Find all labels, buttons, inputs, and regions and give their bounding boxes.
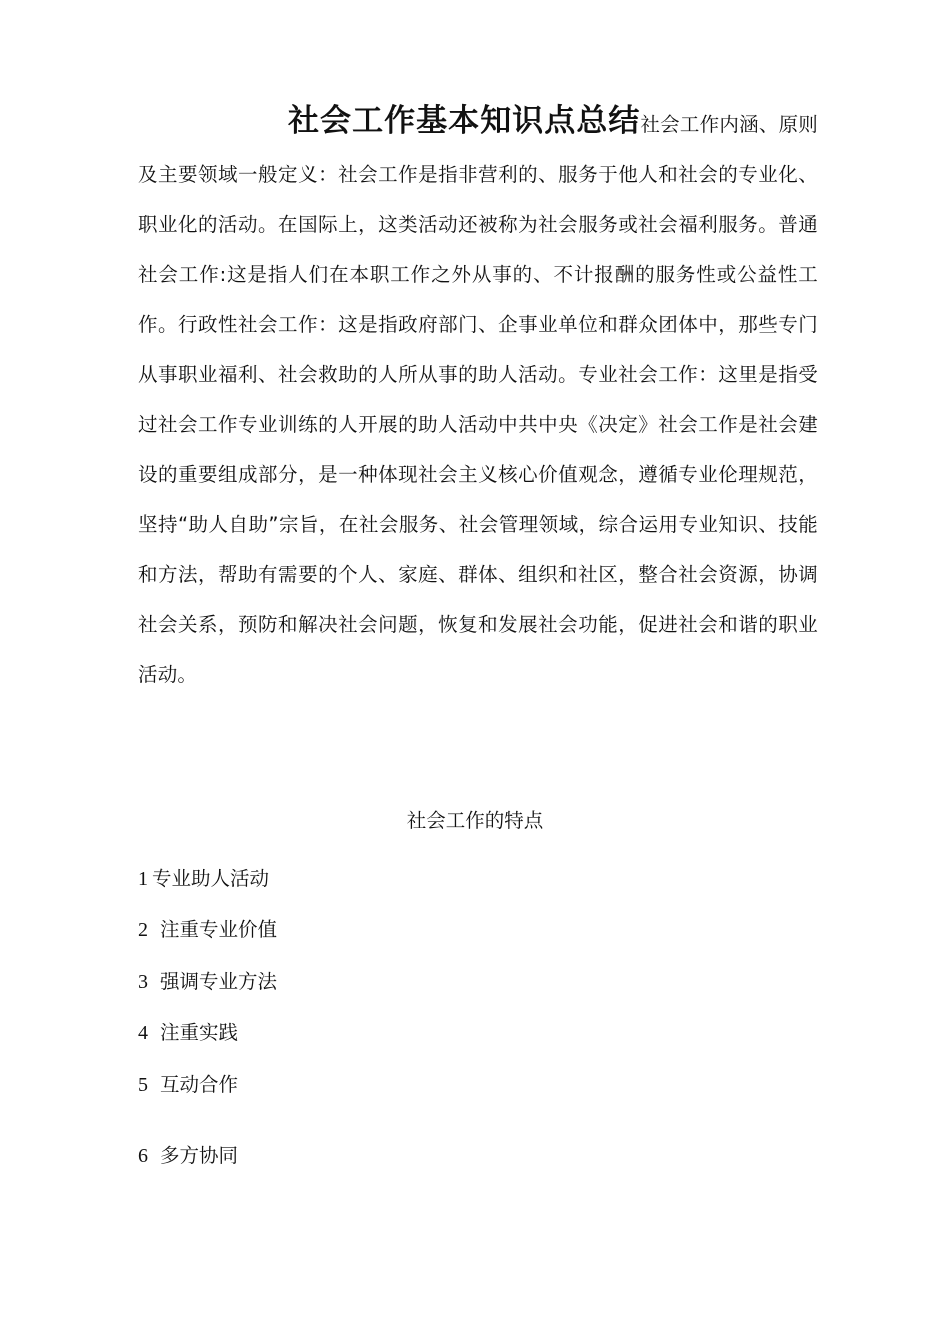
document-title: 社会工作基本知识点总结: [288, 103, 641, 139]
list-item: [138, 1070, 238, 1100]
item-label: 注重实践: [160, 1021, 239, 1044]
list-item: [138, 864, 269, 894]
document-body: [138, 96, 818, 700]
list-item: [138, 967, 277, 997]
item-label: 注重专业价值: [160, 918, 278, 941]
body-paragraph: 原则及主要领域一般定义：社会工作是指非营利的、服务于他人和社会的专业化、职业化的活动。在国际上，这类活动还被称为社会服务或社会福利服务。普通社会工作:这是指人们在本职工作之外从事的、不计报酬的服务性或公益性工作。行政性社会工作：这是指政府部门、企事业单位和群众团体中，那些专门从事职业福利、社会救助的人所从事的助人活动。专业社会工作：这里是指受过社会工作专业训练的人开展的助人活动中共中央《决定》社会工作是社会建设的重要组成部分，是一种体现社会主义核心价值观念，遵循专业伦理规范，坚持“助人自助”宗旨，在社会服务、社会管理领域，综合运用专业知识、技能和方法，帮助有需要的个人、家庭、群体、组织和社区，整合社会资源，协调社会关系，预防和解决社会问题，恢复和发展社会功能，促进社会和谐的职业活动。: [138, 113, 818, 686]
item-label: 互动合作: [160, 1073, 239, 1096]
list-item: [138, 1018, 238, 1048]
item-label: 多方协同: [160, 1144, 239, 1167]
list-item: [138, 1141, 238, 1171]
item-number: 5: [138, 1074, 148, 1096]
item-number: 6: [138, 1145, 148, 1167]
list-item: [138, 915, 277, 945]
title-tail-text: 社会工作内涵、: [640, 113, 779, 136]
item-number: 1: [138, 868, 148, 890]
section-heading: 社会工作的特点: [406, 809, 544, 832]
item-number: 4: [138, 1022, 148, 1044]
item-label: 专业助人活动: [152, 867, 270, 890]
item-label: 强调专业方法: [160, 970, 278, 993]
item-number: 2: [138, 919, 148, 941]
item-number: 3: [138, 971, 148, 993]
